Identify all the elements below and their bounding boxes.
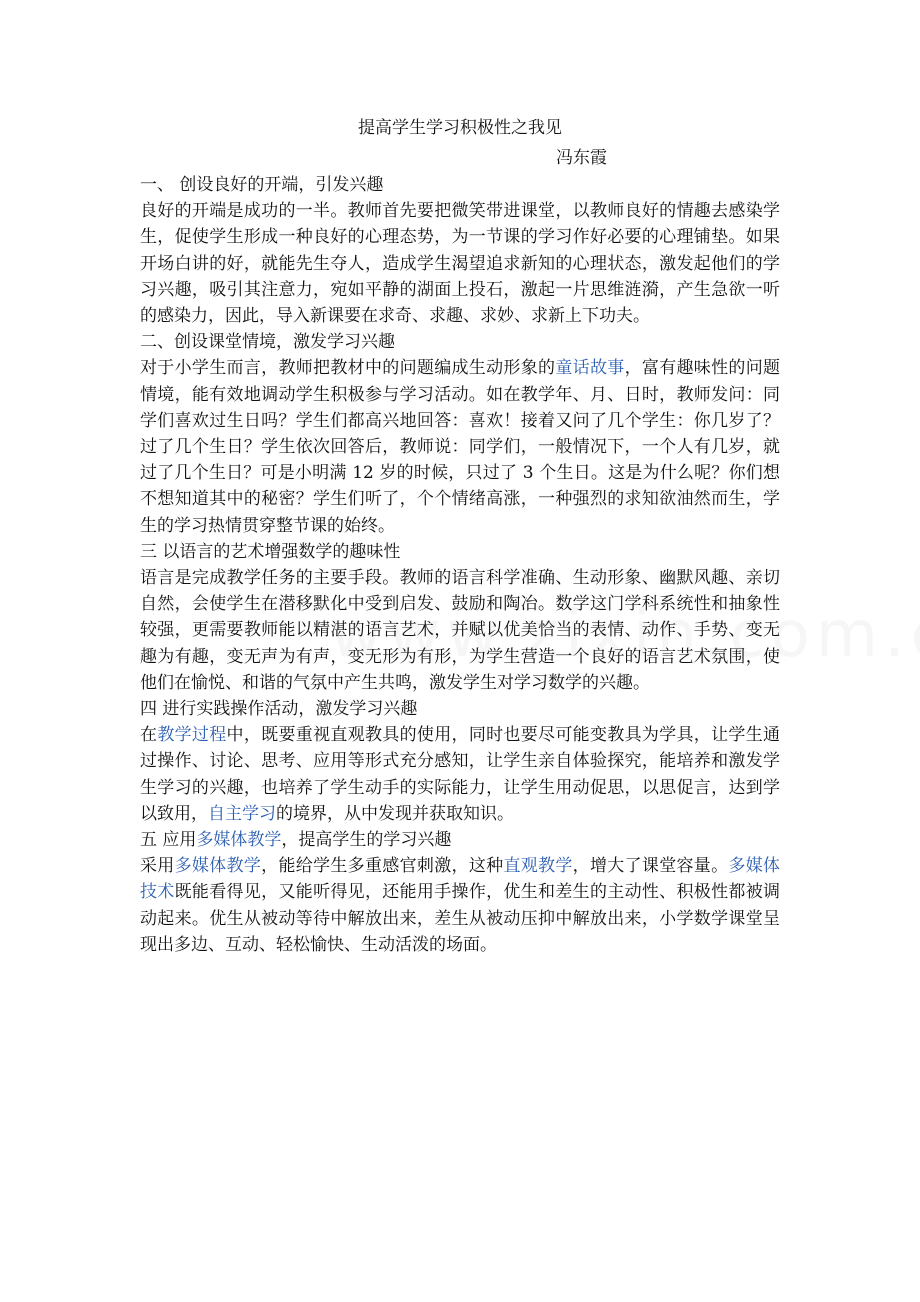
paragraph-text: 的境界，从中发现并获取知识。	[276, 803, 514, 824]
section-paragraph-4	[140, 722, 780, 827]
link-intuitive-teaching[interactable]: 直观教学	[503, 856, 573, 877]
paragraph-text: 中，既要重视直观教具的使用，同时也要尽可能变教具为学具，让学生通过操作、讨论、思考、应用等形式充分感知，让学生亲自体验探究，能培养和激发学生学习的兴趣，也培养了学生动手的实际能力，让学生用动促思，以思促言，达到学以致用，	[140, 725, 781, 824]
heading-text: 五 应用	[140, 830, 197, 851]
heading-text: ，提高学生的学习兴趣	[281, 830, 452, 851]
section-paragraph-1	[140, 198, 780, 329]
paragraph-text: 语言是完成教学任务的主要手段。教师的语言科学准确、生动形象、幽默风趣、亲切自然，会使学生在潜移默化中受到启发、鼓励和陶冶。数学这门学科系统性和抽象性较强，更需要教师能以精湛的语言艺术，并赋以优美恰当的表情、动作、手势、变无趣为有趣，变无声为有声，变无形为有形，为学生营造一个良好的语言艺术氛围，使他们在愉悦、和谐的气氛中产生共鸣，激发学生对学习数学的兴趣。	[140, 568, 780, 693]
document-body	[140, 172, 780, 958]
paragraph-text: 采用	[140, 856, 175, 877]
document-title: 提高学生学习积极性之我见	[358, 118, 562, 138]
section-heading-2: 二、创设课堂情境，激发学习兴趣	[140, 332, 395, 353]
section-heading-1: 一、 创设良好的开端，引发兴趣	[140, 175, 384, 195]
section-heading-4: 四 进行实践操作活动，激发学习兴趣	[140, 699, 418, 720]
section-heading-5	[140, 827, 780, 853]
paragraph-text: 良好的开端是成功的一半。教师首先要把微笑带进课堂，以教师良好的情趣去感染学生，促使学生形成一种良好的心理态势，为一节课的学习作好必要的心理铺垫。如果开场白讲的好，就能先生夺人，造成学生渴望追求新知的心理状态，激发起他们的学习兴趣，吸引其注意力，宛如平静的湖面上投石，激起一片思维涟漪，产生急欲一听的感染力，因此，导入新课要在求奇、求趣、求妙、求新上下功夫。	[140, 201, 780, 327]
section-paragraph-3	[140, 565, 780, 696]
section-heading-3: 三 以语言的艺术增强数学的趣味性	[140, 541, 401, 562]
section-paragraph-2	[140, 355, 780, 538]
link-fairy-tale[interactable]: 童话故事	[555, 358, 625, 379]
link-self-learning[interactable]: 自主学习	[208, 803, 276, 824]
link-multimedia-technology[interactable]: 多媒体技术	[140, 856, 781, 903]
paragraph-text: 在	[140, 725, 158, 746]
link-teaching-process[interactable]: 教学过程	[157, 725, 227, 746]
link-multimedia-teaching[interactable]: 多媒体教学	[174, 856, 262, 877]
paragraph-text: ，增大了课堂容量。	[572, 856, 729, 877]
link-multimedia-teaching-heading[interactable]: 多媒体教学	[196, 830, 282, 851]
paragraph-text: 既能看得见，又能听得见，还能用手操作，优生和差生的主动性、积极性都被调动起来。优生从被动等待中解放出来，差生从被动压抑中解放出来，小学数学课堂呈现出多边、互动、轻松愉快、生动活泼的场面。	[140, 882, 781, 955]
paragraph-text: ，富有趣味性的问题情境，能有效地调动学生积极参与学习活动。如在教学年、月、日时，教师发问：同学们喜欢过生日吗？学生们都高兴地回答：喜欢！接着又问了几个学生：你几岁了？过了几个生日？学生依次回答后，教师说：同学们，一般情况下，一个人有几岁，就过了几个生日？可是小明满 12 岁的时候，只过了 3 个生日。这是为什么呢？你们想不想知道其中的秘密？学生们听了，个个情绪高涨，一种强烈的求知欲油然而生，学生的学习热情贯穿整节课的始终。	[140, 358, 781, 536]
section-paragraph-5	[140, 853, 780, 958]
author-name: 冯东霞	[556, 148, 607, 168]
paragraph-text: 对于小学生而言，教师把教材中的问题编成生动形象的	[140, 358, 556, 379]
paragraph-text: ，能给学生多重感官刺激，这种	[261, 856, 504, 877]
